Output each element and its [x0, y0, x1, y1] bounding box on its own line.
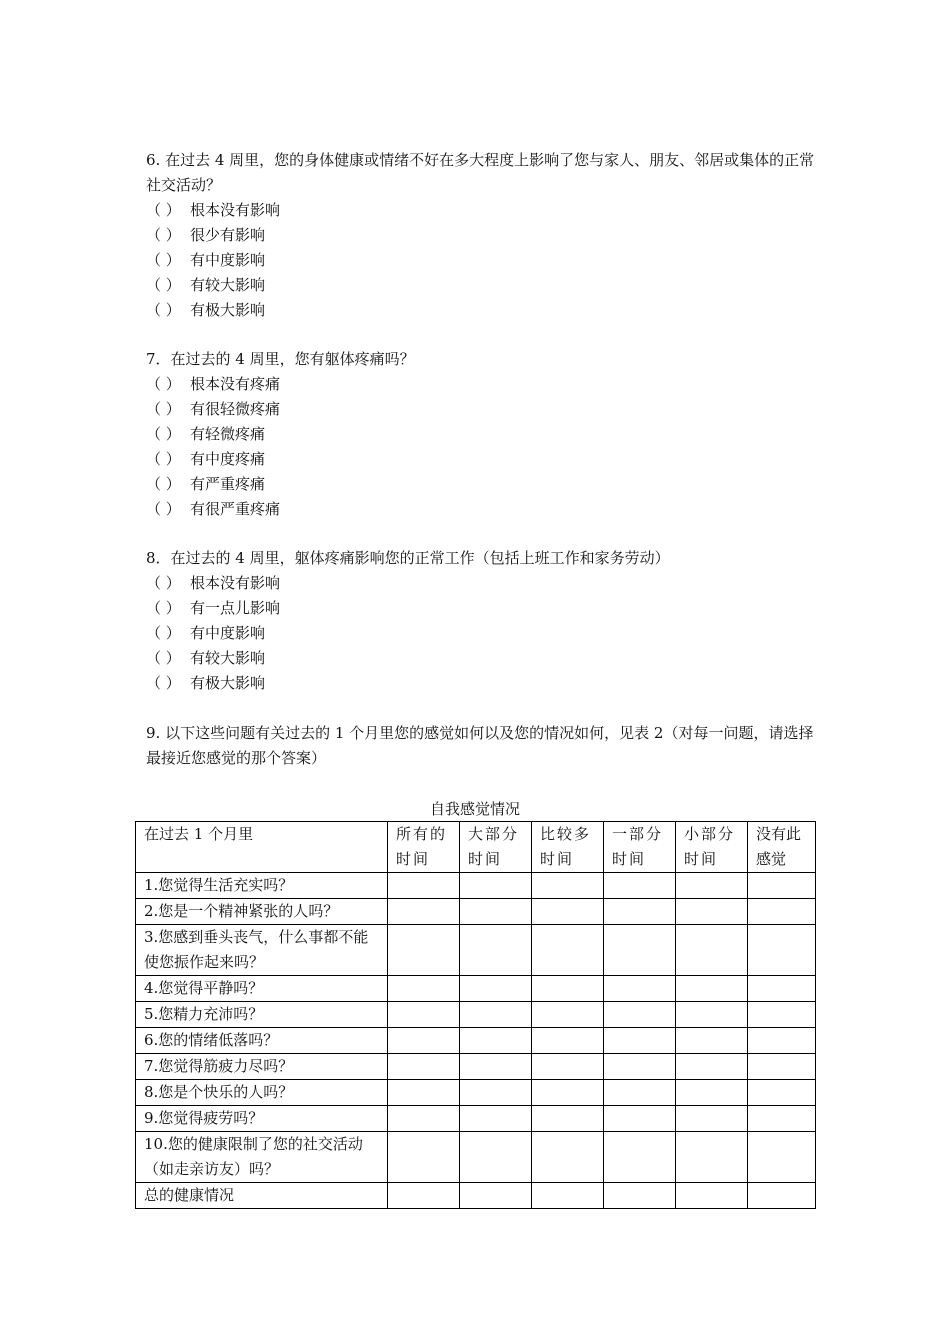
option-label: 有一点儿影响	[190, 599, 281, 617]
header-cell: 一部分时间	[604, 822, 676, 873]
question-9	[146, 721, 816, 771]
table-row	[136, 1054, 816, 1080]
answer-parenthesis: （ ）	[146, 251, 181, 269]
answer-cell[interactable]	[388, 1132, 460, 1183]
answer-parenthesis: （ ）	[146, 375, 181, 393]
answer-parenthesis: （ ）	[146, 674, 181, 692]
answer-cell[interactable]	[676, 976, 748, 1002]
row-question: 4.您觉得平静吗？	[136, 976, 388, 1002]
answer-cell[interactable]	[460, 1106, 532, 1132]
answer-cell[interactable]	[676, 1080, 748, 1106]
table-row	[136, 873, 816, 899]
table-row	[136, 1080, 816, 1106]
answer-cell[interactable]	[748, 1132, 816, 1183]
row-question: 总的健康情况	[136, 1183, 388, 1209]
option-label: 有严重疼痛	[190, 475, 266, 493]
answer-cell[interactable]	[532, 1028, 604, 1054]
answer-cell[interactable]	[748, 1183, 816, 1209]
answer-cell[interactable]	[748, 1002, 816, 1028]
answer-cell[interactable]	[460, 976, 532, 1002]
answer-cell[interactable]	[676, 1028, 748, 1054]
header-cell: 没有此感觉	[748, 822, 816, 873]
answer-cell[interactable]	[604, 1106, 676, 1132]
row-question: 9.您觉得疲劳吗？	[136, 1106, 388, 1132]
answer-cell[interactable]	[748, 976, 816, 1002]
header-cell: 大部分时间	[460, 822, 532, 873]
q8-option[interactable]	[146, 596, 816, 621]
table-row	[136, 899, 816, 925]
option-label: 有极大影响	[190, 301, 266, 319]
answer-cell[interactable]	[676, 1106, 748, 1132]
answer-cell[interactable]	[532, 1132, 604, 1183]
answer-cell[interactable]	[604, 899, 676, 925]
answer-cell[interactable]	[604, 1132, 676, 1183]
option-label: 有极大影响	[190, 674, 266, 692]
option-label: 根本没有影响	[190, 574, 281, 592]
answer-cell[interactable]	[676, 873, 748, 899]
answer-parenthesis: （ ）	[146, 201, 181, 219]
header-cell: 在过去 1 个月里	[136, 822, 388, 873]
answer-cell[interactable]	[748, 1054, 816, 1080]
table-row	[136, 1132, 816, 1183]
question-6-text: 6. 在过去 4 周里，您的身体健康或情绪不好在多大程度上影响了您与家人、朋友、邻居或集体的正常社交活动？	[146, 151, 815, 194]
table-row	[136, 1183, 816, 1209]
option-label: 有较大影响	[190, 649, 266, 667]
answer-cell[interactable]	[460, 873, 532, 899]
q8-option[interactable]	[146, 571, 816, 596]
row-question: 8.您是个快乐的人吗？	[136, 1080, 388, 1106]
answer-parenthesis: （ ）	[146, 301, 181, 319]
answer-cell[interactable]	[532, 873, 604, 899]
table-row	[136, 1028, 816, 1054]
option-label: 有较大影响	[190, 276, 266, 294]
answer-cell[interactable]	[532, 1054, 604, 1080]
answer-cell[interactable]	[460, 1002, 532, 1028]
answer-cell[interactable]	[604, 976, 676, 1002]
answer-cell[interactable]	[748, 899, 816, 925]
question-6	[146, 148, 816, 323]
q7-option[interactable]	[146, 472, 816, 497]
answer-cell[interactable]	[604, 1054, 676, 1080]
answer-cell[interactable]	[460, 1054, 532, 1080]
answer-parenthesis: （ ）	[146, 400, 181, 418]
q8-option[interactable]	[146, 646, 816, 671]
table-row	[136, 1002, 816, 1028]
option-label: 有中度影响	[190, 624, 266, 642]
answer-cell[interactable]	[460, 899, 532, 925]
header-cell: 小部分时间	[676, 822, 748, 873]
answer-parenthesis: （ ）	[146, 624, 181, 642]
answer-cell[interactable]	[676, 1183, 748, 1209]
row-question: 7.您觉得筋疲力尽吗？	[136, 1054, 388, 1080]
answer-cell[interactable]	[532, 1106, 604, 1132]
question-8	[146, 546, 816, 696]
option-label: 有中度疼痛	[190, 450, 266, 468]
question-9-text: 9. 以下这些问题有关过去的 1 个月里您的感觉如何以及您的情况如何，见表 2（对每一问题，请选择最接近您感觉的那个答案）	[146, 724, 814, 767]
answer-cell[interactable]	[388, 899, 460, 925]
table-row	[136, 925, 816, 976]
q7-option[interactable]	[146, 397, 816, 422]
answer-cell[interactable]	[748, 1028, 816, 1054]
option-label: 很少有影响	[190, 226, 266, 244]
answer-cell[interactable]	[604, 873, 676, 899]
header-cell: 比较多时间	[532, 822, 604, 873]
answer-cell[interactable]	[604, 1080, 676, 1106]
q8-option[interactable]	[146, 621, 816, 646]
answer-cell[interactable]	[388, 925, 460, 976]
answer-cell[interactable]	[388, 1054, 460, 1080]
table-row	[136, 1106, 816, 1132]
answer-cell[interactable]	[748, 1106, 816, 1132]
answer-cell[interactable]	[748, 873, 816, 899]
q6-option[interactable]	[146, 298, 816, 323]
header-cell: 所有的时间	[388, 822, 460, 873]
row-question: 6.您的情绪低落吗？	[136, 1028, 388, 1054]
option-label: 有中度影响	[190, 251, 266, 269]
answer-parenthesis: （ ）	[146, 276, 181, 294]
answer-cell[interactable]	[604, 1028, 676, 1054]
answer-cell[interactable]	[676, 1132, 748, 1183]
question-7	[146, 347, 816, 522]
answer-cell[interactable]	[676, 1002, 748, 1028]
answer-cell[interactable]	[388, 976, 460, 1002]
q6-option[interactable]	[146, 273, 816, 298]
answer-cell[interactable]	[388, 1002, 460, 1028]
option-label: 有很轻微疼痛	[190, 400, 281, 418]
question-7-text: 7．在过去的 4 周里，您有躯体疼痛吗？	[146, 350, 415, 368]
answer-cell[interactable]	[460, 1028, 532, 1054]
q7-option[interactable]	[146, 372, 816, 397]
answer-parenthesis: （ ）	[146, 649, 181, 667]
answer-cell[interactable]	[532, 976, 604, 1002]
answer-cell[interactable]	[388, 1183, 460, 1209]
answer-cell[interactable]	[604, 1002, 676, 1028]
answer-cell[interactable]	[460, 1132, 532, 1183]
row-question: 3.您感到垂头丧气，什么事都不能使您振作起来吗？	[136, 925, 388, 976]
answer-parenthesis: （ ）	[146, 450, 181, 468]
answer-cell[interactable]	[532, 1080, 604, 1106]
answer-cell[interactable]	[604, 925, 676, 976]
self-feeling-table	[135, 821, 816, 1209]
table-header-row	[136, 822, 816, 873]
row-question: 1.您觉得生活充实吗？	[136, 873, 388, 899]
answer-parenthesis: （ ）	[146, 574, 181, 592]
answer-parenthesis: （ ）	[146, 425, 181, 443]
answer-parenthesis: （ ）	[146, 475, 181, 493]
answer-cell[interactable]	[388, 1080, 460, 1106]
q7-option[interactable]	[146, 447, 816, 472]
answer-cell[interactable]	[460, 925, 532, 976]
answer-cell[interactable]	[748, 1080, 816, 1106]
question-8-text: 8．在过去的 4 周里，躯体疼痛影响您的正常工作（包括上班工作和家务劳动）	[146, 549, 670, 567]
q6-option[interactable]	[146, 223, 816, 248]
q6-option[interactable]	[146, 198, 816, 223]
row-question: 10.您的健康限制了您的社交活动（如走亲访友）吗？	[136, 1132, 388, 1183]
answer-cell[interactable]	[532, 1002, 604, 1028]
answer-cell[interactable]	[676, 899, 748, 925]
option-label: 有很严重疼痛	[190, 500, 281, 518]
answer-parenthesis: （ ）	[146, 599, 181, 617]
answer-parenthesis: （ ）	[146, 226, 181, 244]
row-question: 5.您精力充沛吗？	[136, 1002, 388, 1028]
answer-cell[interactable]	[532, 925, 604, 976]
q7-option[interactable]	[146, 497, 816, 522]
answer-cell[interactable]	[532, 1183, 604, 1209]
answer-cell[interactable]	[388, 1028, 460, 1054]
answer-cell[interactable]	[388, 1106, 460, 1132]
answer-cell[interactable]	[460, 1183, 532, 1209]
table-row	[136, 976, 816, 1002]
answer-parenthesis: （ ）	[146, 500, 181, 518]
answer-cell[interactable]	[676, 925, 748, 976]
answer-cell[interactable]	[748, 925, 816, 976]
answer-cell[interactable]	[460, 1080, 532, 1106]
row-question: 2.您是一个精神紧张的人吗？	[136, 899, 388, 925]
q8-option[interactable]	[146, 671, 816, 696]
q7-option[interactable]	[146, 422, 816, 447]
answer-cell[interactable]	[604, 1183, 676, 1209]
table-caption: 自我感觉情况	[429, 800, 520, 818]
q6-option[interactable]	[146, 248, 816, 273]
answer-cell[interactable]	[532, 899, 604, 925]
answer-cell[interactable]	[676, 1054, 748, 1080]
option-label: 根本没有影响	[190, 201, 281, 219]
option-label: 根本没有疼痛	[190, 375, 281, 393]
option-label: 有轻微疼痛	[190, 425, 266, 443]
answer-cell[interactable]	[388, 873, 460, 899]
